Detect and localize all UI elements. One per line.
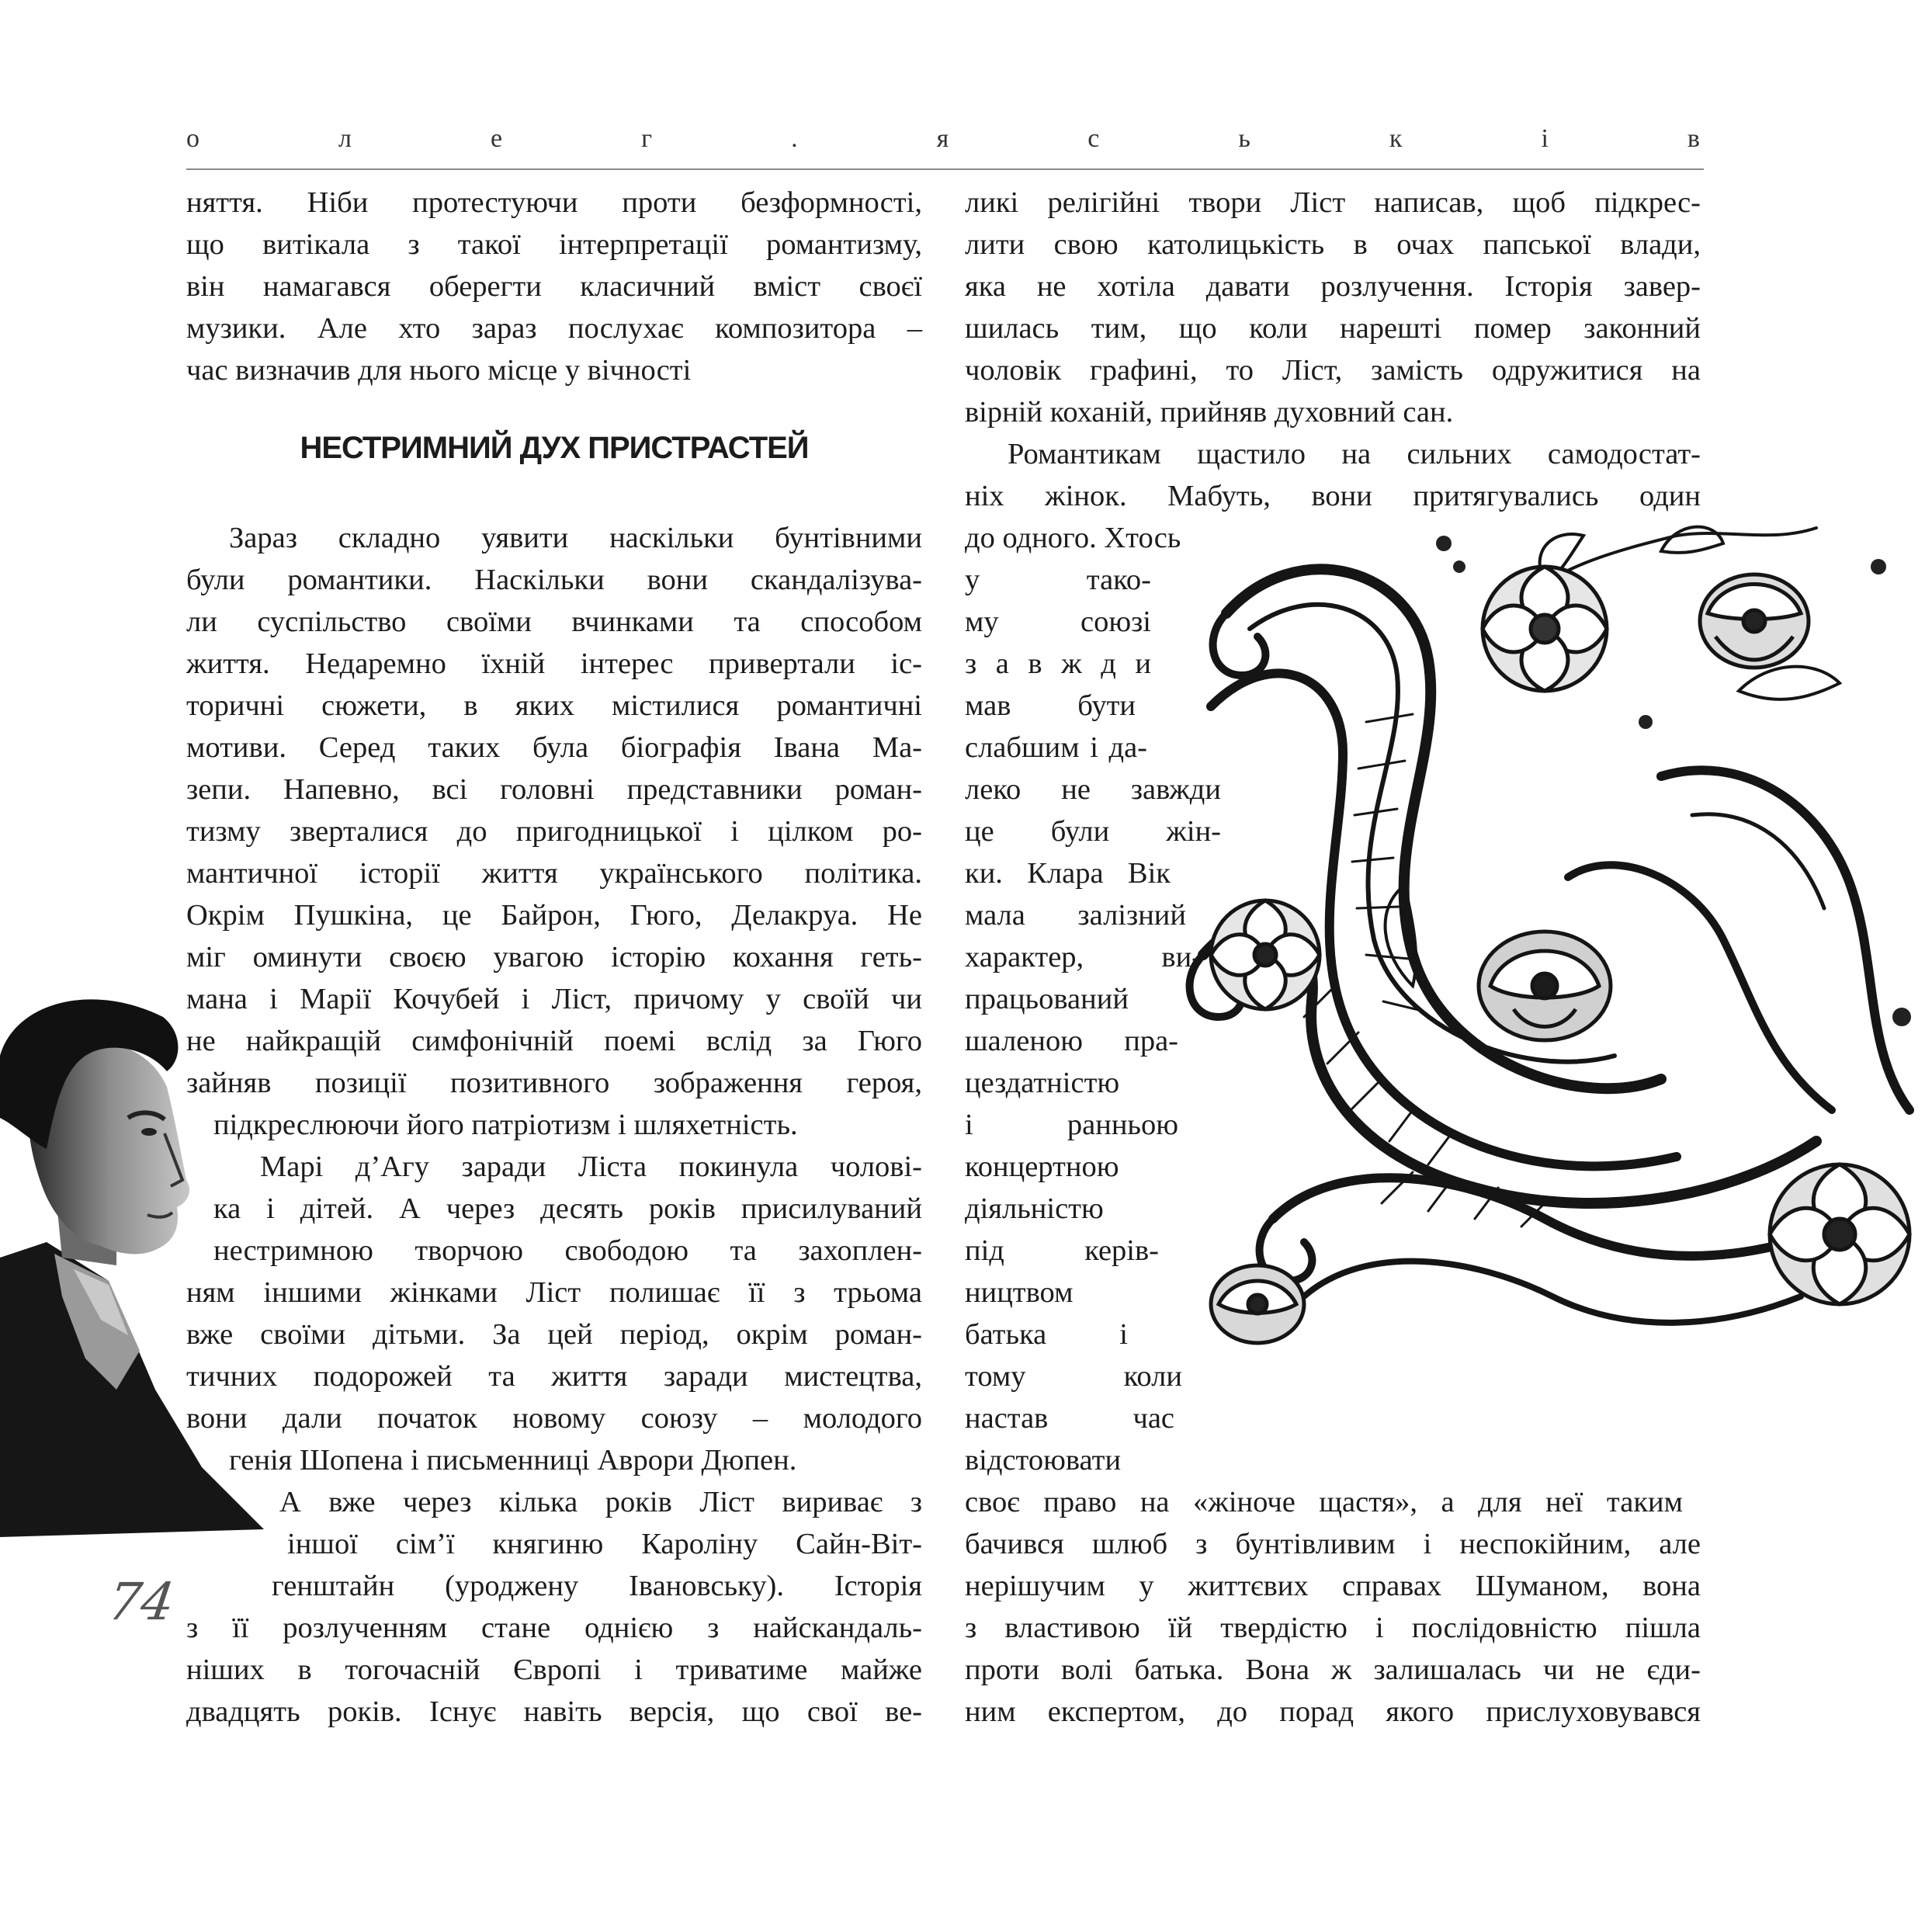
text-line: під керів- <box>965 1234 1159 1267</box>
text-line: леко не завжди <box>965 773 1221 806</box>
right-column-top-text <box>965 182 1701 559</box>
text-line: ли суспільство своїми вчинками та способом <box>186 606 922 638</box>
floral-ornament-illustration <box>1180 520 1932 1529</box>
text-line: ництвом <box>965 1276 1074 1309</box>
text-line: тичних подорожей та життя заради мистецтва, <box>186 1360 922 1393</box>
text-line: Окрім Пушкіна, це Байрон, Гюго, Делакруа. Не <box>186 899 922 932</box>
text-line: ням іншими жінками Ліст полишає її з трьома <box>186 1276 922 1309</box>
section-heading: НЕСТРИМНИЙ ДУХ ПРИСТРАСТЕЙ <box>300 431 809 465</box>
header-letter: в <box>1687 124 1700 153</box>
text-line: вірній коханій, прийняв духовний сан. <box>965 396 1454 429</box>
text-line: чоловік графині, то Ліст, замість одружитися на <box>965 354 1701 387</box>
text-line: торичні сюжети, в яких містилися романтичні <box>186 689 922 722</box>
text-line: мотиви. Серед таких була біографія Івана Ма- <box>186 731 922 764</box>
text-line: тизму зверталися до пригодницької і цілком ро- <box>186 815 922 848</box>
text-line: були романтики. Наскільки вони скандалізува- <box>186 564 922 596</box>
text-line: підкреслюючи його патріотизм і шляхетність. <box>213 1109 798 1141</box>
header-letter: . <box>791 124 798 153</box>
text-line: що витікала з такої інтерпретації романтизму, <box>186 228 922 261</box>
header-letter: я <box>936 124 949 153</box>
text-line: ликі релігійні твори Ліст написав, щоб підкрес- <box>965 186 1701 219</box>
text-line: іншої сім’ї княгиню Кароліну Сайн-Віт- <box>287 1528 922 1560</box>
text-line: му союзі <box>965 606 1151 638</box>
text-line: батька і <box>965 1318 1128 1351</box>
header-letter: г <box>641 124 653 153</box>
text-line: з властивою їй твердістю і послідовністю пішла <box>965 1612 1701 1644</box>
text-line: двадцять років. Існує навіть версія, що свої ве- <box>186 1695 922 1728</box>
text-line: у тако- <box>965 564 1151 596</box>
text-line: ніх жінок. Мабуть, вони притягувались один <box>965 480 1701 512</box>
running-header <box>186 124 1700 154</box>
header-letter: е <box>491 124 503 153</box>
author-portrait-photo <box>0 986 264 1537</box>
text-line: ніших в тогочасній Європі і триватиме майже <box>186 1654 922 1686</box>
text-line: ка і дітей. А через десять років присилуваний <box>213 1192 922 1225</box>
header-rule <box>186 168 1704 170</box>
text-line: Марі д’Агу заради Ліста покинула чолові- <box>260 1150 922 1183</box>
text-line: яка не хотіла давати розлучення. Історія завер- <box>965 270 1701 303</box>
text-line: до одного. Хтось <box>965 522 1181 554</box>
text-line: і ранньою <box>965 1109 1178 1141</box>
text-line: відстоювати <box>965 1444 1122 1477</box>
text-line: тому коли <box>965 1360 1182 1393</box>
text-line: він намагався оберегти класичний вміст своєї <box>186 270 922 303</box>
text-line: діяльністю <box>965 1192 1104 1225</box>
text-line: генштайн (уроджену Івановську). Історія <box>272 1570 922 1602</box>
text-line: Романтикам щастило на сильних самодостат- <box>1008 438 1701 470</box>
text-line: час визначив для нього місце у вічності <box>186 354 692 387</box>
text-line: ки. Клара Вік <box>965 857 1171 890</box>
text-line: нерішучим у життєвих справах Шуманом, вона <box>965 1570 1701 1602</box>
header-letter: і <box>1541 124 1549 153</box>
header-letter: к <box>1389 124 1403 153</box>
text-line: Зараз складно уявити наскільки бунтівними <box>229 522 922 554</box>
text-line: лити свою католицькість в очах папської влади, <box>965 228 1701 261</box>
text-line: шилась тим, що коли нарешті помер законний <box>965 312 1701 345</box>
text-line: з а в ж д и <box>965 647 1151 680</box>
text-line: своє право на «жіноче щастя», а для неї таким <box>965 1486 1683 1518</box>
header-letter: л <box>338 124 352 153</box>
text-line: няття. Ніби протестуючи проти безформності, <box>186 186 922 219</box>
left-column-body-text <box>186 517 922 1733</box>
header-letter: о <box>186 124 199 153</box>
text-line: міг оминути своєю увагою історію кохання геть- <box>186 941 922 973</box>
page-number: 74 <box>104 1572 179 1632</box>
left-column-top-text <box>186 182 922 391</box>
text-line: мана і Марії Кочубей і Ліст, причому у своїй чи <box>186 983 922 1015</box>
text-line: зепи. Напевно, всі головні представники роман- <box>186 773 922 806</box>
text-line: мав бути <box>965 689 1136 722</box>
text-line: зайняв позиції позитивного зображення героя, <box>186 1067 922 1099</box>
text-line: настав час <box>965 1402 1174 1435</box>
text-line: А вже через кілька років Ліст вириває з <box>279 1486 922 1518</box>
text-line: з її розлученням стане однією з найскандаль- <box>186 1612 922 1644</box>
header-letter: с <box>1087 124 1100 153</box>
text-line: шаленою пра- <box>965 1025 1178 1057</box>
text-line: нестримною творчою свободою та захоплен- <box>213 1234 922 1267</box>
text-line: генія Шопена і письменниці Аврори Дюпен. <box>229 1444 797 1477</box>
text-line: вже своїми дітьми. За цей період, окрім роман- <box>186 1318 922 1351</box>
text-line: життя. Недаремно їхній інтерес привертали іс- <box>186 647 922 680</box>
text-line: музики. Але хто зараз послухає композитора – <box>186 312 922 345</box>
text-line: мантичної історії життя українського політика. <box>186 857 922 890</box>
text-line: не найкращій симфонічній поемі вслід за Гюго <box>186 1025 922 1057</box>
text-line: мала залізний <box>965 899 1186 932</box>
text-line: концертною <box>965 1150 1119 1183</box>
text-line: бачився шлюб з бунтівливим і неспокійним, але <box>965 1528 1701 1560</box>
text-line: характер, ви- <box>965 941 1202 973</box>
text-line: слабшим і да- <box>965 731 1147 764</box>
text-line: працьований <box>965 983 1129 1015</box>
header-letter: ь <box>1238 124 1250 153</box>
text-line: вони дали початок новому союзу – молодого <box>186 1402 922 1435</box>
text-line: ним експертом, до порад якого прислуховувався <box>965 1695 1701 1728</box>
text-line: проти волі батька. Вона ж залишалась чи не єди- <box>965 1654 1701 1686</box>
text-line: цездатністю <box>965 1067 1120 1099</box>
text-line: це були жін- <box>965 815 1221 848</box>
